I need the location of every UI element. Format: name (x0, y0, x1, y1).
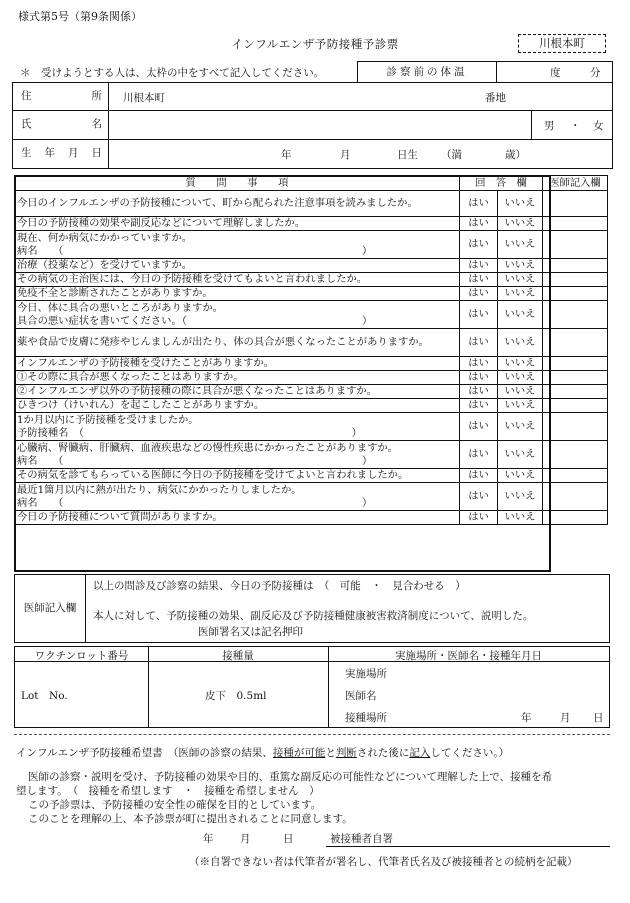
question-row (15, 399, 608, 413)
doctor-note-cell[interactable] (543, 511, 608, 525)
question-text-cell (15, 329, 460, 357)
dob-label: 生 年 月 日 (13, 139, 109, 168)
answer-no[interactable]: いいえ (498, 217, 543, 231)
doctor-note-cell[interactable] (543, 399, 608, 413)
doctor-note-cell[interactable] (543, 273, 608, 287)
question-row (15, 301, 608, 329)
consent-heading-underline: 判断 (335, 747, 357, 759)
question-text-cell (15, 469, 460, 483)
question-text: 免疫不全と診断されたことがありますか。 (17, 287, 213, 299)
temperature-label: 診察前の体温 (358, 62, 497, 82)
question-detail[interactable]: 病名 （ ） (17, 496, 373, 509)
answer-yes[interactable]: はい (460, 399, 498, 413)
dose-column-header: 接種量 (222, 650, 254, 662)
answer-no[interactable]: いいえ (498, 441, 543, 469)
answer-yes[interactable]: はい (460, 287, 498, 301)
answer-yes[interactable]: はい (460, 441, 498, 469)
answer-yes[interactable]: はい (460, 259, 498, 273)
cut-line-divider (14, 734, 610, 735)
question-row (15, 191, 608, 217)
question-row (15, 357, 608, 371)
answer-yes[interactable]: はい (460, 413, 498, 441)
age-close: 歳） (505, 149, 526, 161)
doctor-note-cell[interactable] (543, 441, 608, 469)
answer-no[interactable]: いいえ (498, 511, 543, 525)
form-number: 様式第5号（第9条関係） (18, 10, 142, 23)
doctor-note-cell[interactable] (543, 371, 608, 385)
question-text-cell (15, 287, 460, 301)
consent-heading-part: インフルエンザ予防接種希望書 （医師の診察の結果、 (16, 747, 273, 759)
answer-yes[interactable]: はい (460, 191, 498, 217)
vaccination-year-unit: 年 (521, 712, 532, 724)
question-row (15, 329, 608, 357)
answer-no[interactable]: いいえ (498, 385, 543, 399)
consent-day-unit: 日 (283, 833, 294, 845)
doctor-note-cell[interactable] (543, 301, 608, 329)
answer-yes[interactable]: はい (460, 273, 498, 287)
doctor-note-cell[interactable] (543, 191, 608, 217)
doctor-note-cell[interactable] (543, 413, 608, 441)
answer-no[interactable]: いいえ (498, 469, 543, 483)
question-row (15, 469, 608, 483)
consent-heading-part: された後に (356, 747, 410, 759)
answer-yes[interactable]: はい (460, 357, 498, 371)
doctor-note-cell[interactable] (543, 483, 608, 511)
doctor-note-cell[interactable] (543, 259, 608, 273)
doctor-note-cell[interactable] (543, 217, 608, 231)
question-detail[interactable]: 病名 （ ） (17, 454, 373, 467)
question-row (15, 287, 608, 301)
personal-info-box (12, 82, 613, 169)
temperature-degree-unit: 度 (550, 67, 561, 79)
signature-footnote: （※自署できない者は代筆者が署名し、代筆者氏名及び被接種者との続柄を記載） (189, 856, 578, 868)
doctor-judgement-line[interactable]: 以上の問診及び診察の結果、今日の予防接種は （ 可能 ・ 見合わせる ） (93, 580, 466, 592)
question-text-cell (15, 191, 460, 217)
consent-paragraph-2: この予診票は、予防接種の安全性の確保を目的としています。 (28, 799, 322, 811)
age-open: （満 (441, 149, 462, 161)
answer-yes[interactable]: はい (460, 231, 498, 259)
answer-no[interactable]: いいえ (498, 231, 543, 259)
vaccination-place-label[interactable]: 接種場所 (345, 712, 387, 724)
question-text-cell (15, 413, 460, 441)
consent-heading-underline: 記入 (409, 747, 431, 759)
answer-no[interactable]: いいえ (498, 287, 543, 301)
doctor-column-header: 医師記入欄 (543, 176, 608, 191)
questionnaire-table (14, 175, 608, 525)
question-text: 治療（投薬など）を受けていますか。 (17, 259, 193, 271)
question-text-cell (15, 483, 460, 511)
answer-no[interactable]: いいえ (498, 301, 543, 329)
form-title: インフルエンザ予防接種予診票 (231, 37, 399, 51)
question-column-header: 質 問 事 項 (15, 176, 460, 191)
question-text: 現在、何か病気にかかっていますか。 (17, 231, 193, 244)
vaccination-day-unit: 日 (593, 712, 604, 724)
consent-heading-part: してください。） (430, 747, 510, 759)
question-row (15, 483, 608, 511)
doctor-explanation-line: 本人に対して、予防接種の効果、副反応及び予防接種健康被害救済制度について、説明した。 (93, 610, 534, 622)
body-temperature-box[interactable] (357, 61, 613, 83)
doctor-signature-label[interactable]: 医師署名又は記名押印 (198, 626, 303, 638)
question-text: インフルエンザの予防接種を受けたことがありますか。 (17, 357, 275, 369)
question-text-cell (15, 231, 460, 259)
answer-no[interactable]: いいえ (498, 483, 543, 511)
question-row (15, 371, 608, 385)
consent-choice-line[interactable]: 望します。 （ 接種を希望します ・ 接種を希望しません ） (16, 785, 320, 797)
question-text: その病気の主治医には、今日の予防接種を受けてもよいと言われましたか。 (17, 273, 368, 285)
answer-column-header: 回 答 欄 (460, 176, 543, 191)
answer-no[interactable]: いいえ (498, 259, 543, 273)
consent-paragraph-3: このことを理解の上、本予診票が町に提出されることに同意します。 (28, 813, 353, 825)
answer-yes[interactable]: はい (460, 511, 498, 525)
question-text-cell (15, 273, 460, 287)
question-row (15, 231, 608, 259)
question-row (15, 217, 608, 231)
answer-yes[interactable]: はい (460, 385, 498, 399)
sex-male[interactable]: 男 (544, 120, 555, 132)
question-detail[interactable]: 病名 （ ） (17, 244, 373, 257)
dob-day-unit: 日生 (397, 149, 418, 161)
consent-heading (16, 745, 509, 760)
place-label[interactable]: 実施場所 (345, 668, 387, 680)
answer-yes[interactable]: はい (460, 371, 498, 385)
question-text: 今日の予防接種について質問がありますか。 (17, 511, 223, 523)
consent-heading-part: と (325, 747, 336, 759)
answer-yes[interactable]: はい (460, 483, 498, 511)
name-row[interactable] (13, 110, 612, 140)
answer-no[interactable]: いいえ (498, 413, 543, 441)
question-text-cell (15, 371, 460, 385)
doctor-section-label: 医師記入欄 (15, 575, 86, 642)
sex-female[interactable]: 女 (593, 120, 604, 132)
question-row (15, 385, 608, 399)
consent-paragraph-1a: 医師の診察・説明を受け、予防接種の効果や目的、重篤な副反応の可能性などについて理解した上で、接種を希 (28, 771, 553, 783)
doctor-name-label[interactable]: 医師名 (345, 690, 377, 702)
doctor-note-cell[interactable] (543, 287, 608, 301)
questionnaire-header-row (15, 176, 608, 191)
question-row (15, 511, 608, 525)
dob-year-unit: 年 (281, 149, 292, 161)
doctor-note-cell[interactable] (543, 329, 608, 357)
lot-column-header: ワクチンロット番号 (34, 650, 129, 662)
answer-no[interactable]: いいえ (498, 399, 543, 413)
vaccine-section (14, 646, 610, 728)
instruction-note: ＊ 受けようとする人は、太枠の中をすべて記入してください。 (20, 67, 325, 79)
question-text-cell (15, 385, 460, 399)
question-detail[interactable]: 予防接種名 （ ） (17, 426, 362, 439)
question-text: 薬や食品で皮膚に発疹やじんましんが出たり、体の具合が悪くなったことがありますか。 (17, 336, 429, 348)
question-text: 1か月以内に予防接種を受けましたか。 (17, 413, 199, 426)
lot-number-value[interactable]: Lot No. (21, 690, 68, 702)
doctor-note-cell[interactable] (543, 469, 608, 483)
question-row (15, 441, 608, 469)
question-text-cell (15, 259, 460, 273)
doctor-note-cell[interactable] (543, 357, 608, 371)
question-text-cell (15, 399, 460, 413)
doctor-note-cell[interactable] (543, 385, 608, 399)
answer-no[interactable]: いいえ (498, 329, 543, 357)
consent-year-unit: 年 (203, 833, 214, 845)
question-text: 今日、体に具合の悪いところがありますか。 (17, 301, 223, 314)
answer-yes[interactable]: はい (460, 329, 498, 357)
question-row (15, 259, 608, 273)
place-column-header: 実施場所・医師名・接種年月日 (395, 650, 542, 662)
vaccination-month-unit: 月 (560, 712, 571, 724)
question-text: ②インフルエンザ以外の予防接種の際に具合が悪くなったことはありますか。 (17, 385, 377, 397)
answer-yes[interactable]: はい (460, 301, 498, 329)
question-text: ひきつけ（けいれん）を起こしたことがありますか。 (17, 399, 265, 411)
temperature-minute-unit: 分 (590, 67, 601, 79)
answer-yes[interactable]: はい (460, 217, 498, 231)
answer-no[interactable]: いいえ (498, 273, 543, 287)
answer-no[interactable]: いいえ (498, 357, 543, 371)
consent-month-unit: 月 (240, 833, 251, 845)
question-row (15, 273, 608, 287)
sex-separator: ・ (570, 120, 581, 132)
question-text-cell (15, 357, 460, 371)
question-text-cell (15, 217, 460, 231)
question-text: 最近1箇月以内に熱が出たり、病気にかかったりしましたか。 (17, 483, 302, 496)
answer-no[interactable]: いいえ (498, 371, 543, 385)
signature-label[interactable]: 被接種者自署 (330, 833, 393, 845)
address-row[interactable] (13, 83, 612, 111)
dose-value: 皮下 0.5ml (205, 690, 267, 702)
doctor-note-cell[interactable] (543, 231, 608, 259)
question-text: 今日の予防接種の効果や副反応などについて理解しましたか。 (17, 217, 306, 229)
consent-heading-underline: 接種が可能 (272, 747, 326, 759)
question-text: 今日のインフルエンザの予防接種について、町から配られた注意事項を読みましたか。 (17, 197, 418, 209)
answer-no[interactable]: いいえ (498, 191, 543, 217)
question-row (15, 413, 608, 441)
doctor-section (14, 574, 610, 643)
address-label: 住 所 (13, 83, 109, 110)
question-text-cell (15, 511, 460, 525)
name-label: 氏 名 (13, 110, 109, 139)
question-detail[interactable]: 具合の悪い症状を書いてください。（ ） (17, 314, 373, 327)
dob-month-unit: 月 (340, 149, 351, 161)
question-text: その病気を診てもらっている医師に今日の予防接種を受けてよいと言われましたか。 (17, 469, 409, 481)
signature-line[interactable] (326, 846, 610, 847)
question-text: 心臓病、腎臓病、肝臓病、血液疾患などの慢性疾患にかかったことがありますか。 (17, 441, 398, 454)
address-value: 川根本町 (123, 92, 165, 104)
dob-row[interactable] (13, 139, 612, 168)
address-suffix: 番地 (485, 92, 506, 104)
answer-yes[interactable]: はい (460, 469, 498, 483)
town-name-box: 川根本町 (518, 34, 606, 53)
question-text: ①その際に具合が悪くなったことはありますか。 (17, 371, 244, 383)
question-text-cell (15, 441, 460, 469)
question-text-cell (15, 301, 460, 329)
